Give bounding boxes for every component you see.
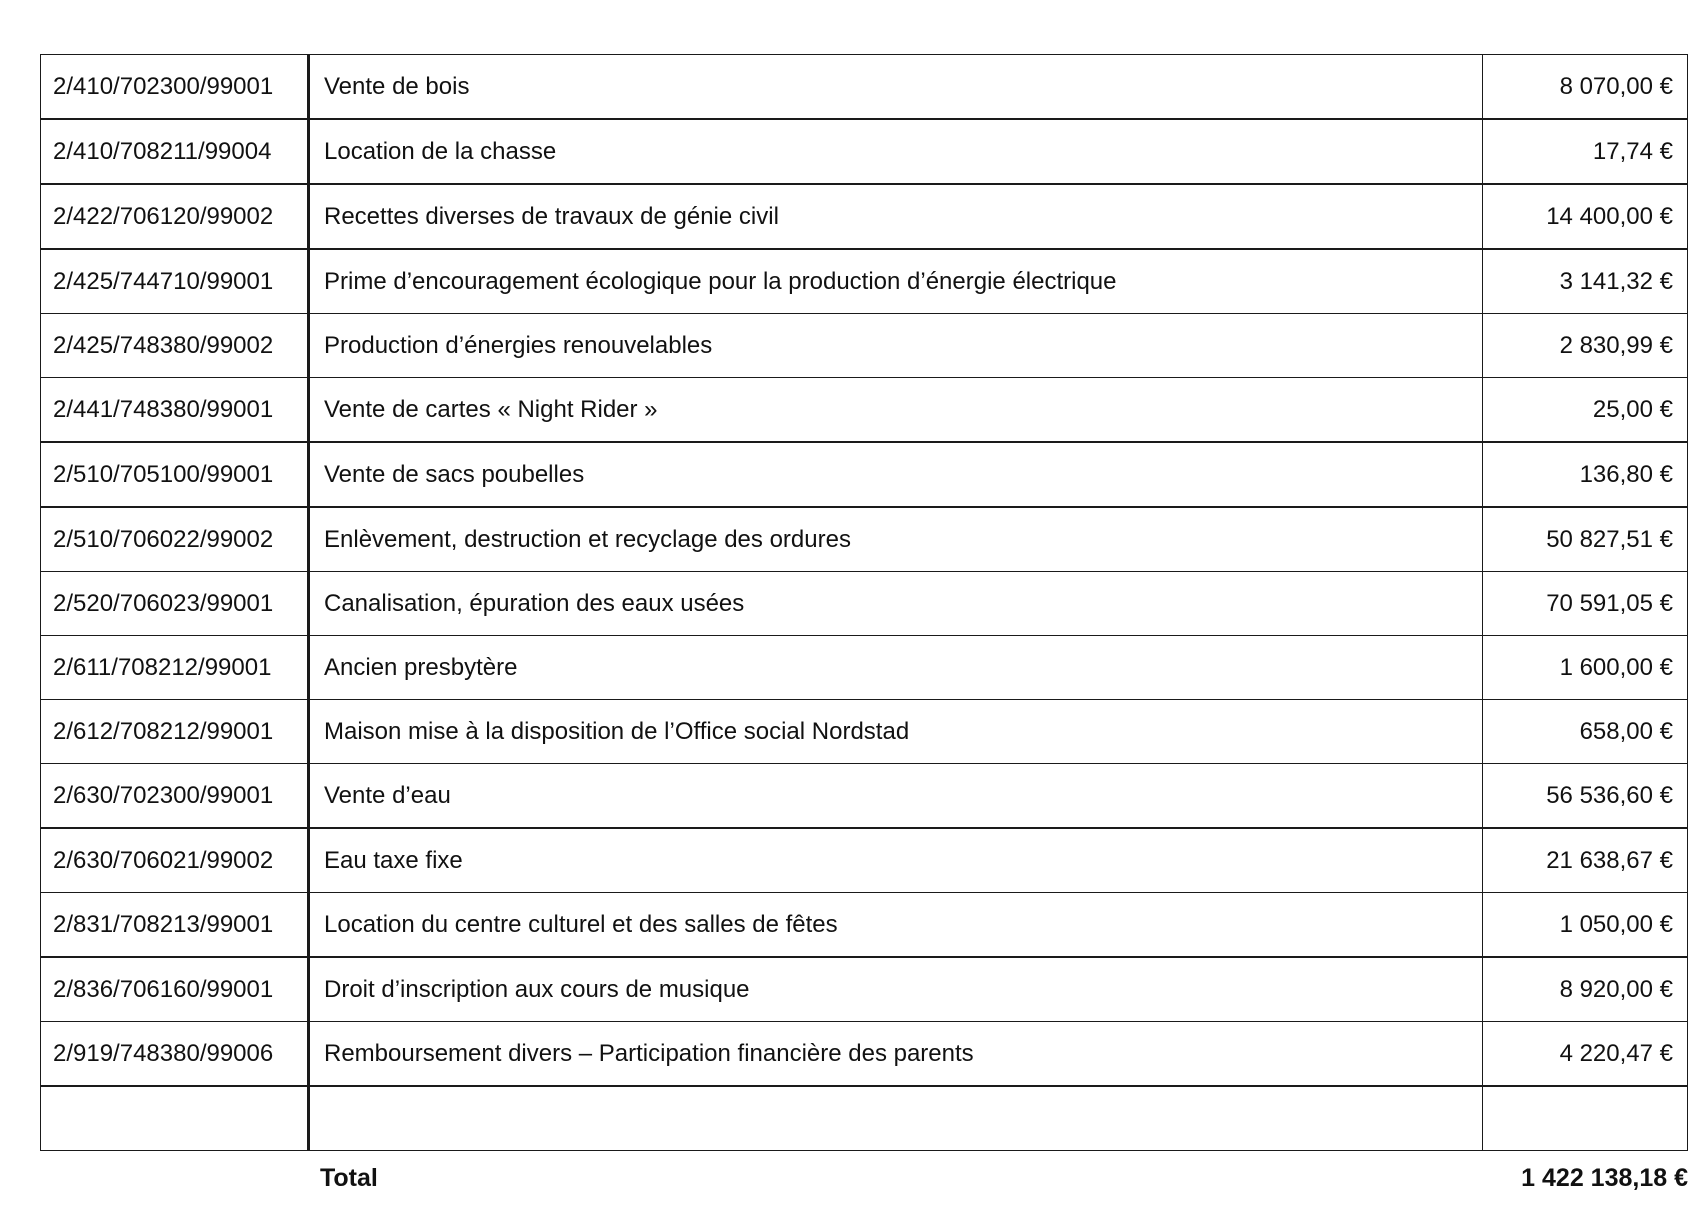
row-amount: 1 600,00 € <box>1483 636 1688 700</box>
row-label: Location du centre culturel et des salles de fêtes <box>309 893 1483 958</box>
account-code: 2/510/706022/99002 <box>41 507 309 572</box>
row-amount: 21 638,67 € <box>1483 828 1688 893</box>
row-amount: 25,00 € <box>1483 378 1688 443</box>
row-amount: 56 536,60 € <box>1483 764 1688 829</box>
total-label: Total <box>320 1164 378 1192</box>
row-label: Vente d’eau <box>309 764 1483 829</box>
row-amount: 50 827,51 € <box>1483 507 1688 572</box>
account-code: 2/410/702300/99001 <box>41 55 309 120</box>
row-amount: 136,80 € <box>1483 442 1688 507</box>
account-code: 2/831/708213/99001 <box>41 893 309 958</box>
table-row <box>41 572 1688 636</box>
revenue-table <box>40 54 1688 1151</box>
account-code: 2/410/708211/99004 <box>41 119 309 184</box>
row-label: Vente de cartes « Night Rider » <box>309 378 1483 443</box>
table-row <box>41 893 1688 958</box>
account-code: 2/422/706120/99002 <box>41 184 309 249</box>
table-row <box>41 378 1688 443</box>
table-row <box>41 1022 1688 1087</box>
row-label: Droit d’inscription aux cours de musique <box>309 957 1483 1022</box>
row-amount: 8 070,00 € <box>1483 55 1688 120</box>
account-code: 2/510/705100/99001 <box>41 442 309 507</box>
table-row <box>41 184 1688 249</box>
row-amount: 14 400,00 € <box>1483 184 1688 249</box>
row-label: Prime d’encouragement écologique pour la production d’énergie électrique <box>309 249 1483 314</box>
table-row <box>41 764 1688 829</box>
account-code: 2/425/748380/99002 <box>41 314 309 378</box>
account-code <box>41 1086 309 1151</box>
table-row <box>41 957 1688 1022</box>
account-code: 2/919/748380/99006 <box>41 1022 309 1087</box>
row-amount: 658,00 € <box>1483 700 1688 764</box>
account-code: 2/612/708212/99001 <box>41 700 309 764</box>
row-amount: 3 141,32 € <box>1483 249 1688 314</box>
row-label: Ancien presbytère <box>309 636 1483 700</box>
table-row-empty <box>41 1086 1688 1151</box>
account-code: 2/425/744710/99001 <box>41 249 309 314</box>
table-row <box>41 55 1688 120</box>
total-row <box>0 1164 1706 1204</box>
row-label: Recettes diverses de travaux de génie civil <box>309 184 1483 249</box>
account-code: 2/520/706023/99001 <box>41 572 309 636</box>
row-amount: 17,74 € <box>1483 119 1688 184</box>
table-row <box>41 636 1688 700</box>
account-code: 2/836/706160/99001 <box>41 957 309 1022</box>
row-label: Vente de bois <box>309 55 1483 120</box>
row-amount: 1 050,00 € <box>1483 893 1688 958</box>
row-label <box>309 1086 1483 1151</box>
row-amount: 8 920,00 € <box>1483 957 1688 1022</box>
row-label: Remboursement divers – Participation financière des parents <box>309 1022 1483 1087</box>
row-label: Canalisation, épuration des eaux usées <box>309 572 1483 636</box>
account-code: 2/611/708212/99001 <box>41 636 309 700</box>
table-row <box>41 249 1688 314</box>
table-row <box>41 507 1688 572</box>
row-amount: 70 591,05 € <box>1483 572 1688 636</box>
account-code: 2/441/748380/99001 <box>41 378 309 443</box>
account-code: 2/630/706021/99002 <box>41 828 309 893</box>
table-row <box>41 314 1688 378</box>
row-label: Enlèvement, destruction et recyclage des ordures <box>309 507 1483 572</box>
row-amount: 4 220,47 € <box>1483 1022 1688 1087</box>
row-label: Eau taxe fixe <box>309 828 1483 893</box>
row-label: Vente de sacs poubelles <box>309 442 1483 507</box>
table-row <box>41 119 1688 184</box>
total-value: 1 422 138,18 € <box>1521 1164 1688 1192</box>
table-row <box>41 442 1688 507</box>
revenue-table-body <box>41 55 1688 1151</box>
account-code: 2/630/702300/99001 <box>41 764 309 829</box>
row-amount: 2 830,99 € <box>1483 314 1688 378</box>
table-row <box>41 828 1688 893</box>
table-row <box>41 700 1688 764</box>
row-label: Maison mise à la disposition de l’Office social Nordstad <box>309 700 1483 764</box>
row-label: Production d’énergies renouvelables <box>309 314 1483 378</box>
row-label: Location de la chasse <box>309 119 1483 184</box>
row-amount <box>1483 1086 1688 1151</box>
